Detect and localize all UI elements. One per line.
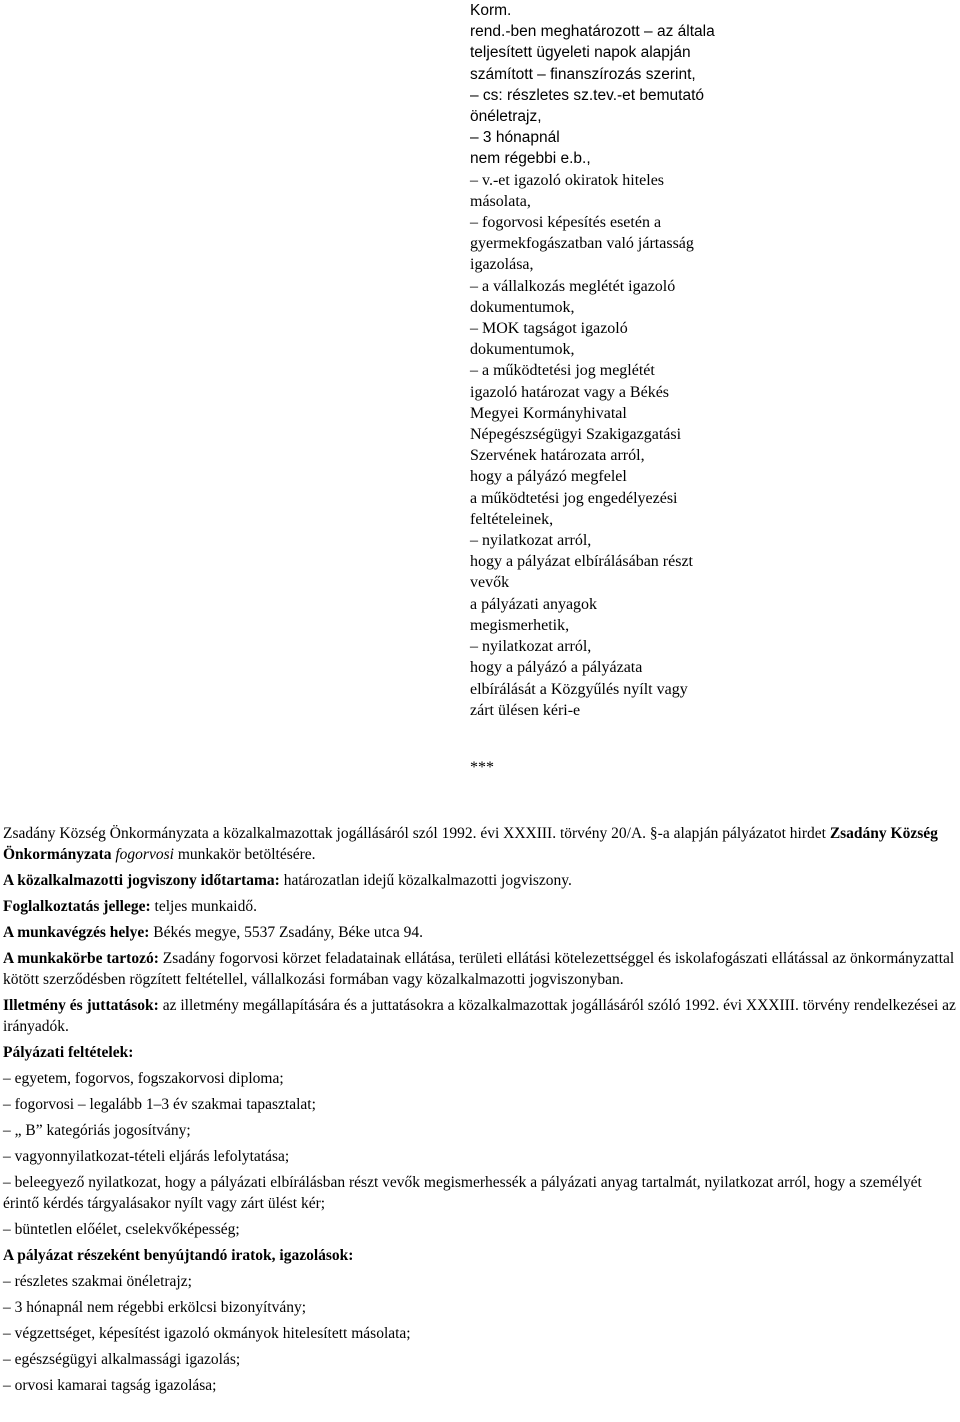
document-item: – részletes szakmai önéletrajz; (3, 1273, 192, 1290)
employer-name: Zsadány Község Önkormányzata (3, 825, 938, 863)
text-line: nem régebbi e.b., (470, 150, 591, 168)
text-line: igazolása, (470, 256, 534, 274)
text-line: hogy a pályázat elbírálásában részt (470, 553, 693, 571)
salary-label: Illetmény és juttatások: (3, 997, 159, 1014)
location-value: Békés megye, 5537 Zsadány, Béke utca 94. (149, 924, 424, 941)
condition-item: – „ B” kategóriás jogosítvány; (3, 1122, 191, 1139)
text-line: elbírálását a Közgyűlés nyílt vagy (470, 680, 688, 698)
conditions-heading (3, 1042, 958, 1063)
section-separator: *** (470, 759, 494, 776)
condition-item: – vagyonnyilatkozat-tételi eljárás lefolytatása; (3, 1148, 290, 1165)
document-item: – egészségügyi alkalmassági igazolás; (3, 1351, 241, 1368)
document-item: – végzettséget, képesítést igazoló okmányok hitelesített másolata; (3, 1325, 411, 1342)
duration-row (3, 870, 958, 891)
document-item: – orvosi kamarai tagság igazolása; (3, 1377, 217, 1394)
text-line: számított – finanszírozás szerint, (470, 65, 696, 83)
right-column-continuation (470, 0, 770, 721)
duties-value: Zsadány fogorvosi körzet feladatainak ellátása, területi ellátási kötelezettséggel és iskolafogászati ellátással az önkormányzattal kötött szerződésben rögzített feltétellel, vállalkozási formában vagy közalkalmazotti jogviszonyban. (3, 950, 955, 988)
location-label: A munkavégzés helye: (3, 924, 150, 941)
text-line: dokumentumok, (470, 298, 575, 316)
condition-item: – fogorvosi – legalább 1–3 év szakmai tapasztalat; (3, 1096, 316, 1113)
conditions-heading-text: Pályázati feltételek: (3, 1044, 134, 1061)
employment-label: Foglalkoztatás jellege: (3, 898, 151, 915)
job-announcement (3, 823, 958, 1401)
text-line: hogy a pályázó a pályázata (470, 659, 643, 677)
location-row (3, 922, 958, 943)
text-line: feltételeinek, (470, 510, 554, 528)
salary-value: az illetmény megállapítására és a juttatásokra a közalkalmazottak jogállásáról szóló 1992. évi XXXIII. törvény rendelkezései az irányadók. (3, 997, 956, 1035)
duties-row (3, 948, 958, 990)
document-item: – 3 hónapnál nem régebbi erkölcsi bizonyítvány; (3, 1299, 307, 1316)
text-line: – MOK tagságot igazoló (470, 320, 628, 338)
duration-value: határozatlan idejű közalkalmazotti jogviszony. (279, 872, 572, 889)
text-line: – cs: részletes sz.tev.-et bemutató (470, 86, 705, 104)
text-line: Megyei Kormányhivatal (470, 404, 627, 422)
duties-label: A munkakörbe tartozó: (3, 950, 159, 967)
duration-label: A közalkalmazotti jogviszony időtartama: (3, 872, 280, 889)
condition-item: – egyetem, fogorvos, fogszakorvosi diploma; (3, 1070, 284, 1087)
text-line: – nyilatkozat arról, (470, 638, 592, 656)
intro-text: Zsadány Község Önkormányzata a közalkalmazottak jogállásáról szól 1992. évi XXXIII. törvény 20/A. §-a alapján pályázatot hirdet (3, 825, 830, 842)
text-line: gyermekfogászatban való jártasság (470, 235, 694, 253)
text-line: a pályázati anyagok (470, 595, 598, 613)
salary-row (3, 995, 958, 1037)
text-line: a működtetési jog engedélyezési (470, 489, 678, 507)
text-line: igazoló határozat vagy a Békés (470, 383, 670, 401)
text-line: – 3 hónapnál (470, 129, 560, 147)
intro-text-end: munkakör betöltésére. (173, 846, 316, 863)
employment-value: teljes munkaidő. (150, 898, 257, 915)
condition-item: – büntetlen előélet, cselekvőképesség; (3, 1221, 240, 1238)
text-line: megismerhetik, (470, 616, 570, 634)
text-line: rend.-ben meghatározott – az általa (470, 23, 715, 41)
condition-item: – beleegyező nyilatkozat, hogy a pályázati elbírálásban részt vevők megismerhessék a pályázati anyag tartalmát, nyilatkozat arról, hogy a személyét érintő kérdés tárgyalásakor nyílt vagy zárt ülést kér; (3, 1174, 922, 1212)
text-line: – nyilatkozat arról, (470, 532, 592, 550)
text-line: – a működtetési jog meglétét (470, 362, 655, 380)
text-line: – fogorvosi képesítés esetén a (470, 214, 662, 232)
text-line: – v.-et igazoló okiratok hiteles (470, 171, 665, 189)
text-line: Korm. (470, 2, 512, 19)
documents-heading-text: A pályázat részeként benyújtandó iratok, igazolások: (3, 1247, 354, 1264)
text-line: vevők (470, 574, 510, 592)
position-name: fogorvosi (115, 846, 174, 863)
text-line: zárt ülésen kéri-e (470, 701, 581, 719)
text-line: önéletrajz, (470, 108, 542, 126)
text-line: dokumentumok, (470, 341, 575, 359)
text-line: másolata, (470, 192, 531, 210)
employment-row (3, 896, 958, 917)
documents-heading (3, 1245, 958, 1266)
text-line: – a vállalkozás meglétét igazoló (470, 277, 676, 295)
announcement-intro (3, 823, 958, 865)
text-line: teljesített ügyeleti napok alapján (470, 44, 691, 62)
text-line: hogy a pályázó megfelel (470, 468, 627, 486)
text-line: Szervének határozata arról, (470, 447, 645, 465)
text-line: Népegészségügyi Szakigazgatási (470, 426, 682, 444)
